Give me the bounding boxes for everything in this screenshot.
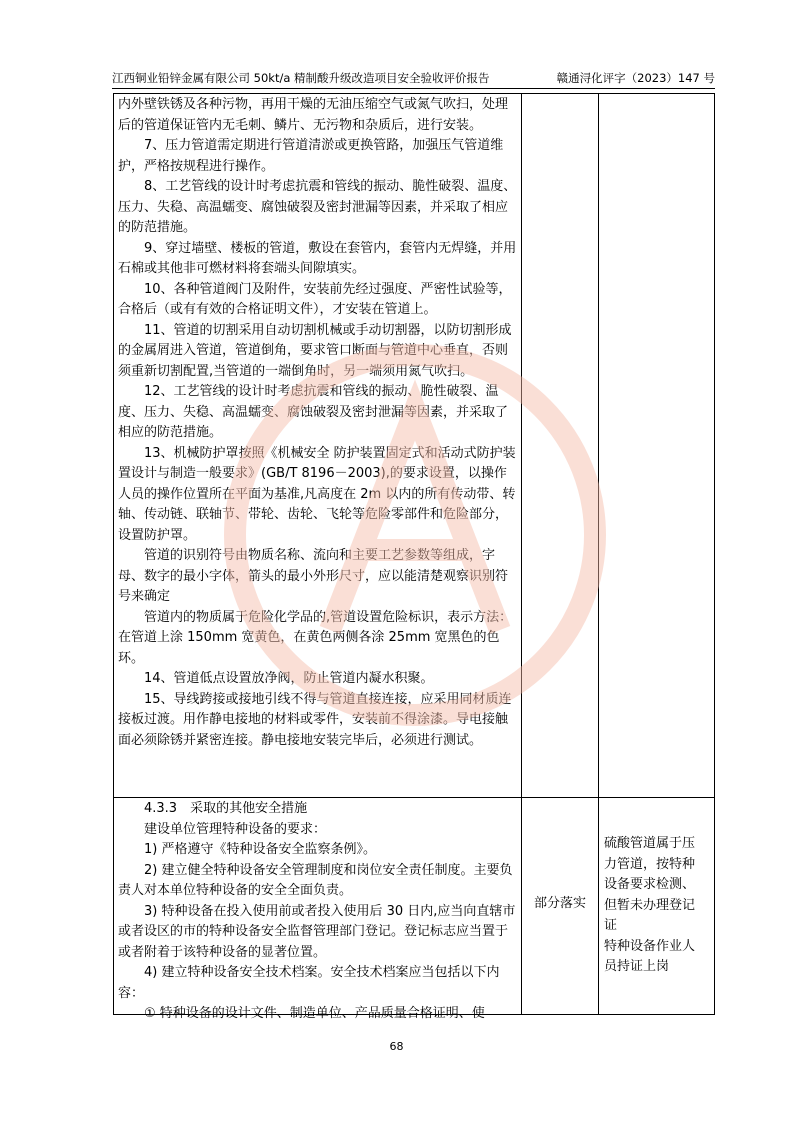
row1-paragraph: 13、机械防护罩按照《机械安全 防护装置固定式和活动式防护装置设计与制造一般要求》(GB/T 8196－2003),的要求设置，以操作人员的操作位置所在平面为基准,凡高度在 2m 以内的所有传动带、转轴、传动链、联轴节、带轮、齿轮、飞轮等危险零部件和危险部分，设置防护罩。: [118, 445, 516, 543]
remark-line: 员持证上岗: [604, 959, 670, 974]
row2-paragraph: 1) 严格遵守《特种设备安全监察条例》。: [144, 842, 376, 857]
row1-paragraph: 9、穿过墙壁、楼板的管道，敷设在套管内，套管内无焊缝，并用石棉或其他非可燃材料将套端头间隙填实。: [118, 240, 517, 276]
row2-paragraph: 2) 建立健全特种设备安全管理制度和岗位安全责任制度。主要负责人对本单位特种设备的安全全面负责。: [118, 862, 513, 898]
page-header: [112, 66, 715, 89]
row2-paragraph: 4) 建立特种设备安全技术档案。安全技术档案应当包括以下内容：: [118, 965, 500, 1001]
implementation-status: 部分落实: [533, 896, 586, 911]
measures-table: [113, 93, 715, 1021]
row1-paragraph: 7、压力管道需定期进行管道清淤或更换管路，加强压气管道维护，严格按规程进行操作。: [118, 138, 504, 174]
header-report-number: 赣通浔化评字（2023）147 号: [556, 71, 715, 85]
row2-paragraph: ① 特种设备的设计文件、制造单位、产品质量合格证明、使: [144, 1006, 485, 1021]
remark-line: 力管道，按特种: [604, 856, 696, 872]
row1-paragraph: 内外壁铁锈及各种污物，再用干燥的无油压缩空气或氮气吹扫，处理后的管道保证管内无毛刺、鳞片、无污物和杂质后，进行安装。: [118, 97, 509, 133]
row1-paragraph: 8、工艺管线的设计时考虑抗震和管线的振动、脆性破裂、温度、压力、失稳、高温蠕变、腐蚀破裂及密封泄漏等因素，并采取了相应的防范措施。: [118, 179, 517, 235]
remark-line: 设备要求检测、: [604, 877, 696, 892]
remark-line: 证: [604, 918, 618, 933]
header-report-title: 江西铜业铅锌金属有限公司 50kt/a 精制酸升级改造项目安全验收评价报告: [112, 71, 490, 85]
row1-paragraph: 15、导线跨接或接地引线不得与管道直接连接，应采用同材质连接板过渡。用作静电接地的材料或零件，安装前不得涂漆。导电接触面必须除锈并紧密连接。静电接地安装完毕后，必须进行测试。: [118, 691, 512, 748]
row1-paragraph: 11、管道的切割采用自动切割机械或手动切割器，以防切割形成的金属屑进入管道，管道倒角，要求管口断面与管道中心垂直，否则须重新切割配置,当管道的一端倒角时，另一端须用氮气吹扫。: [118, 322, 512, 379]
row2-measures-cell: [118, 799, 518, 1025]
remark-line: 特种设备作业人: [604, 938, 696, 954]
table-column-divider: [521, 94, 522, 1014]
remark-line: 但暂未办理登记: [604, 897, 696, 913]
row2-paragraph: 建设单位管理特种设备的要求：: [144, 821, 327, 837]
row1-paragraph: 管道内的物质属于危险化学品的,管道设置危险标识，表示方法：在管道上涂 150mm 宽黄色，在黄色两侧各涂 25mm 宽黑色的色环。: [118, 609, 513, 666]
row1-measures-cell: [118, 95, 518, 751]
table-column-divider: [598, 94, 599, 1014]
remark-line: 硫酸管道属于压: [604, 836, 696, 851]
remarks-cell: [604, 834, 712, 978]
table-row-divider: [114, 797, 714, 798]
row1-paragraph: 14、管道低点设置放净阀，防止管道内凝水积聚。: [144, 671, 434, 686]
page-number: 68: [389, 1040, 404, 1053]
row1-paragraph: 管道的识别符号由物质名称、流向和主要工艺参数等组成，字母、数字的最小字体，箭头的最小外形尺寸，应以能清楚观察识别符号来确定: [118, 548, 509, 604]
row1-paragraph: 12、工艺管线的设计时考虑抗震和管线的振动、脆性破裂、温度、压力、失稳、高温蠕变、腐蚀破裂及密封泄漏等因素，并采取了相应的防范措施。: [118, 384, 509, 440]
row2-paragraph: 3) 特种设备在投入使用前或者投入使用后 30 日内,应当向直辖市或者设区的市的特种设备安全监督管理部门登记。登记标志应当置于或者附着于该特种设备的显著位置。: [118, 903, 516, 960]
row1-paragraph: 10、各种管道阀门及附件，安装前先经过强度、严密性试验等，合格后（或有有效的合格证明文件），才安装在管道上。: [118, 281, 512, 317]
section-heading: 4.3.3 采取的其他安全措施: [144, 801, 308, 816]
